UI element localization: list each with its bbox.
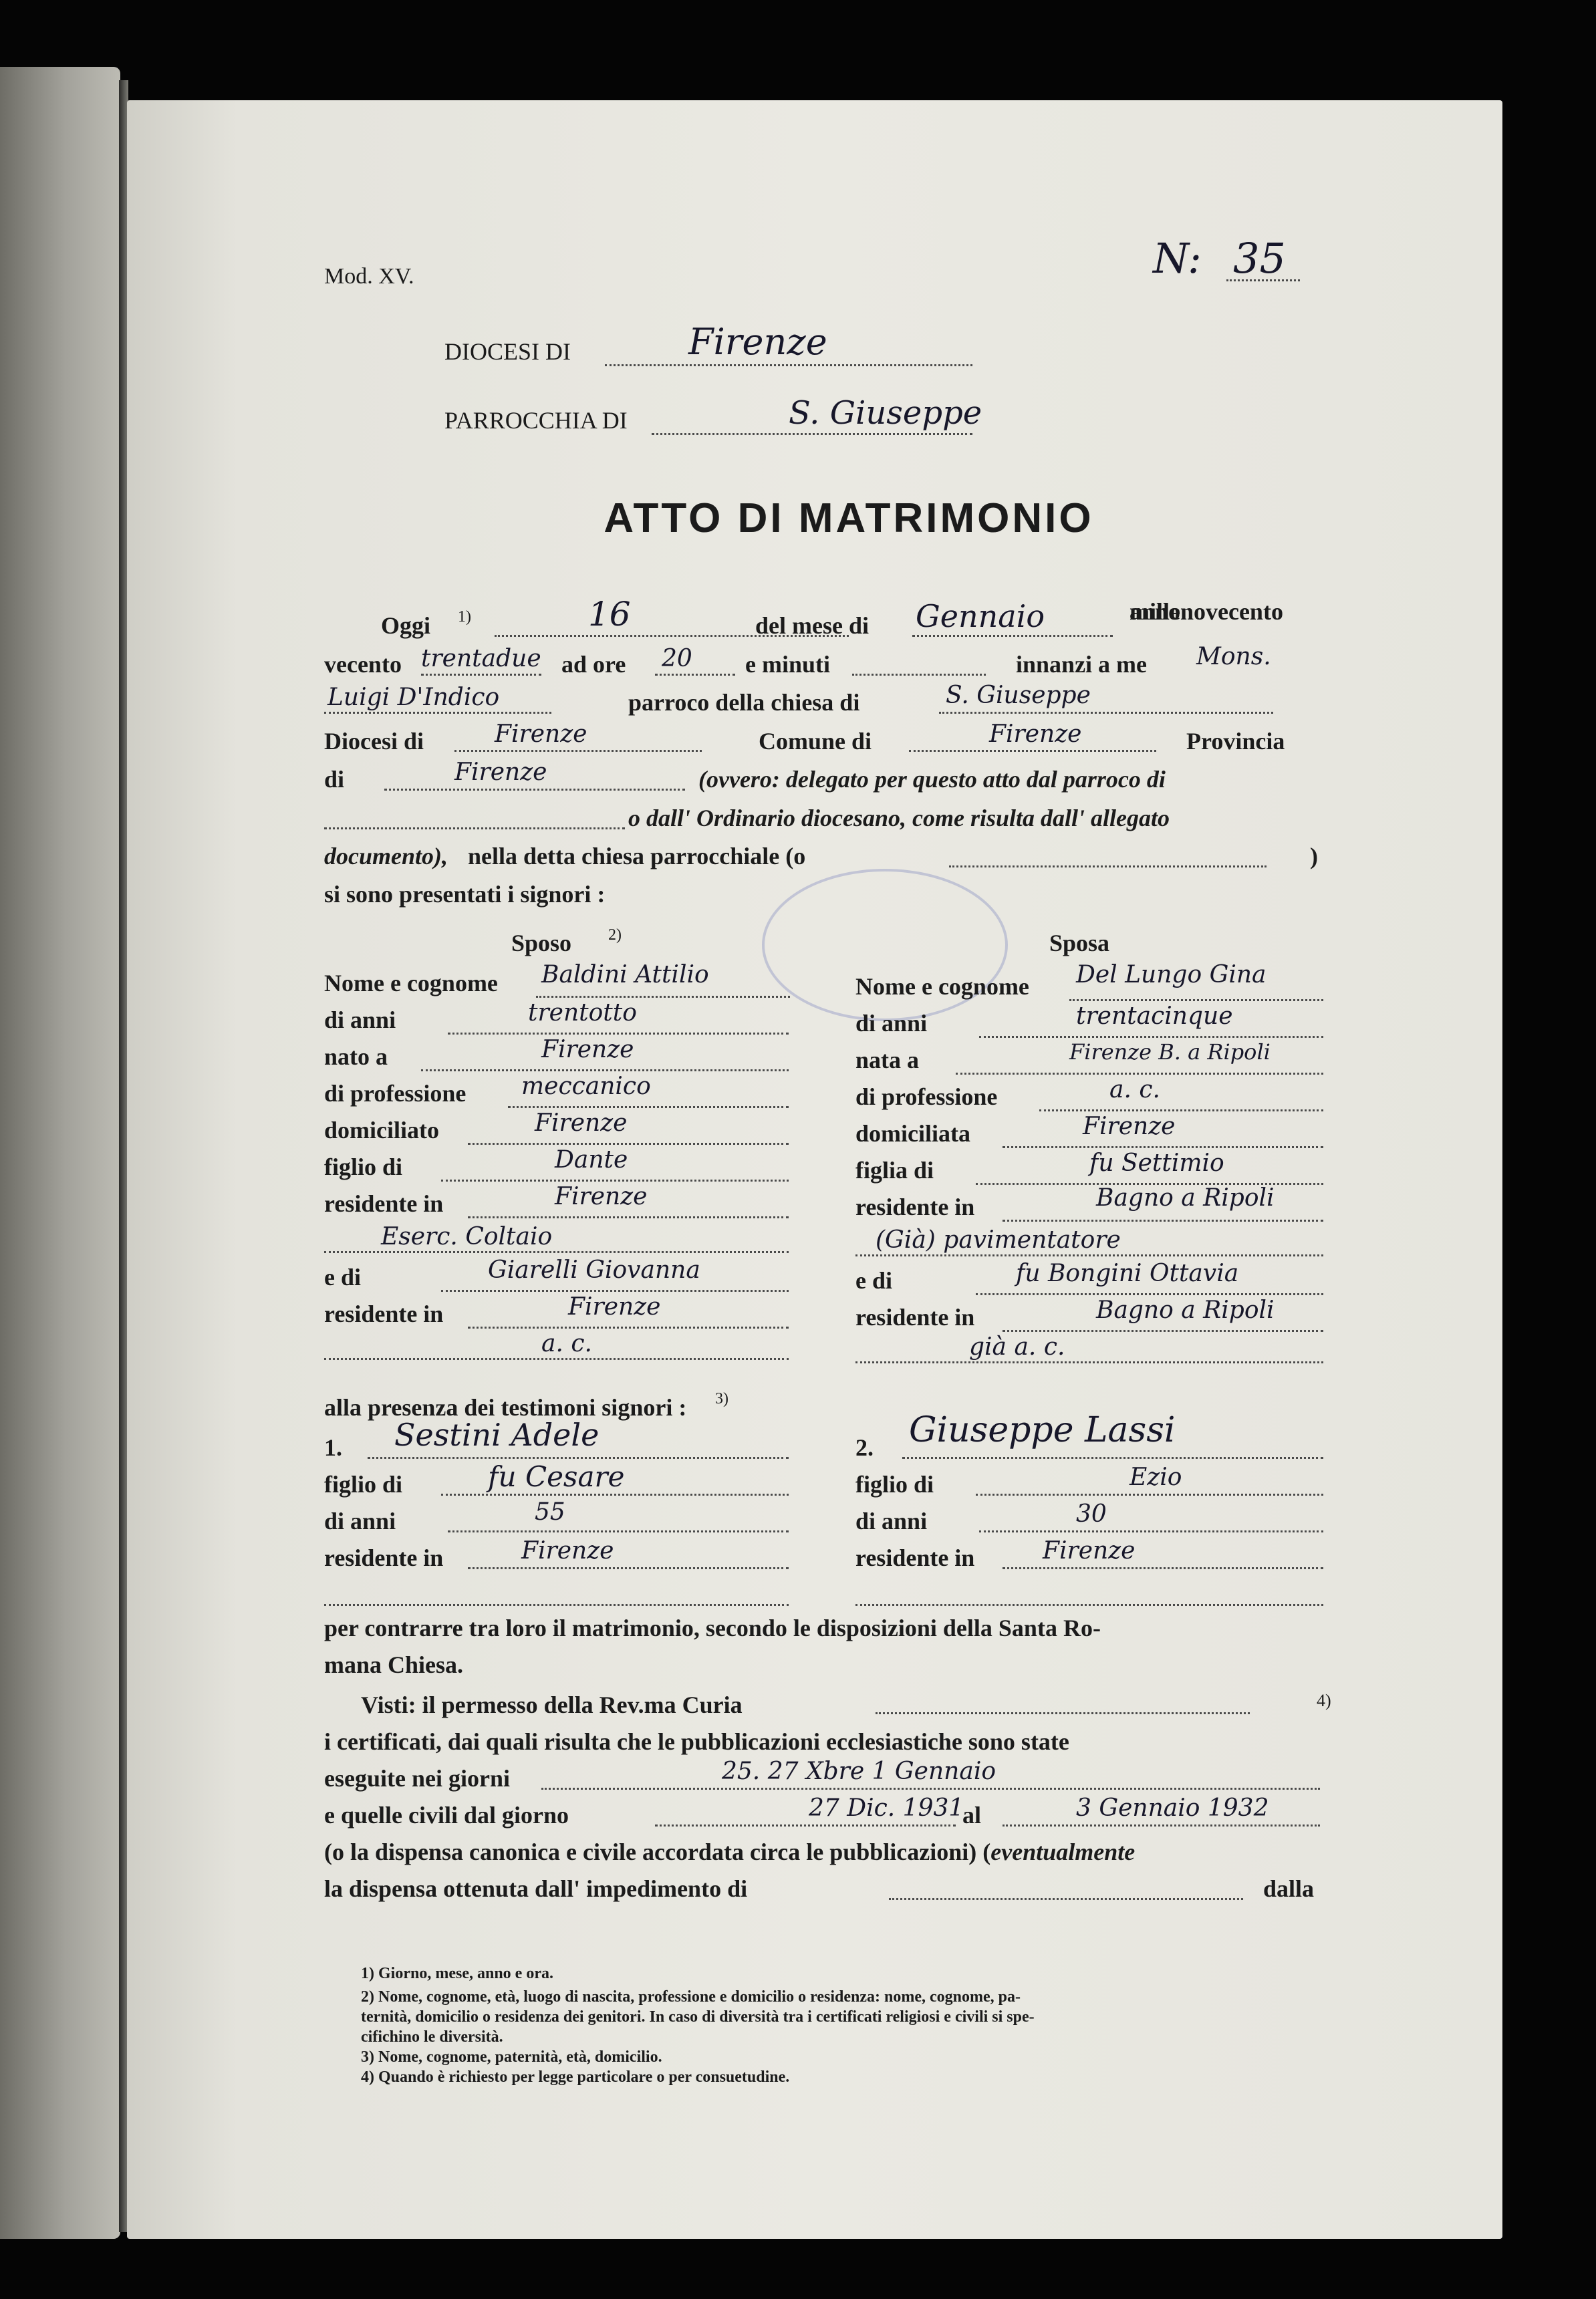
sposo-nato: Firenze xyxy=(541,1036,634,1063)
sposa-res2-label: residente in xyxy=(855,1304,975,1331)
provincia-value: Firenze xyxy=(454,759,547,786)
provincia-line xyxy=(384,789,685,791)
month-value: Gennaio xyxy=(916,598,1045,634)
church-value: S. Giuseppe xyxy=(946,682,1091,709)
documento-label: documento), xyxy=(324,843,448,869)
sposa-res-extra-line xyxy=(855,1254,1323,1256)
chiesa-line xyxy=(949,865,1267,867)
paren-close: ) xyxy=(1310,843,1318,869)
w2-res-label: residente in xyxy=(855,1544,975,1571)
sposa-nata-line xyxy=(956,1073,1323,1075)
sposo-nome: Baldini Attilio xyxy=(541,961,709,988)
month-line xyxy=(912,635,1113,637)
diocesi-label: DIOCESI DI xyxy=(444,338,571,365)
sposa-heading: Sposa xyxy=(1049,930,1110,956)
w2-extra-line xyxy=(855,1604,1323,1606)
di-label: di xyxy=(324,766,345,793)
ovvero-label: (ovvero: delegato per questo atto dal parroco di xyxy=(698,766,1166,793)
sposa-anni-line xyxy=(979,1036,1323,1038)
e-minuti-label: e minuti xyxy=(745,651,831,678)
provincia-label: Provincia xyxy=(1186,728,1285,755)
dispensa-line xyxy=(324,1838,1135,1866)
civili-to-line xyxy=(1003,1824,1320,1827)
w2-res-line xyxy=(1003,1567,1323,1569)
footnote-2b: ternità, domicilio o residenza dei genitori. In caso di diversità tra i certificati religiosi e civili si spe- xyxy=(361,2008,1035,2026)
certificati-line: i certificati, dai quali risulta che le pubblicazioni ecclesiastiche sono state xyxy=(324,1728,1069,1755)
sposa-dom-line xyxy=(1003,1146,1323,1148)
page-title: ATTO DI MATRIMONIO xyxy=(604,495,1094,541)
sposa-res-line xyxy=(1003,1220,1323,1222)
number-line xyxy=(1226,279,1300,281)
eseguite-line xyxy=(541,1788,1320,1790)
minutes-line xyxy=(852,674,986,676)
officiant-line xyxy=(324,712,551,714)
dispensa-eventualmente: eventualmente xyxy=(990,1839,1136,1865)
parrocchia-label: PARROCCHIA DI xyxy=(444,407,628,434)
w2-name-line xyxy=(902,1457,1323,1459)
number-value: 35 xyxy=(1233,234,1286,283)
footnote-3: 3) Nome, cognome, paternità, età, domicilio. xyxy=(361,2048,662,2066)
footnote-2a: 2) Nome, cognome, età, luogo di nascita, professione e domicilio o residenza: nome, cognome, pa- xyxy=(361,1988,1021,2006)
sposo-edi-label: e di xyxy=(324,1264,362,1291)
ottenuta-line xyxy=(889,1898,1243,1900)
anno-text: anno millenovecento xyxy=(1129,598,1283,625)
sposo-res2-extra-line xyxy=(324,1358,789,1360)
number-label: N: xyxy=(1153,234,1202,283)
sposo-res2-label: residente in xyxy=(324,1301,444,1327)
sposa-anni-label: di anni xyxy=(855,1010,928,1037)
church-line xyxy=(939,712,1273,714)
w2-anni: 30 xyxy=(1076,1500,1107,1528)
diocesi-intro-line xyxy=(454,750,702,752)
officiant-value-2: Luigi D'Indico xyxy=(327,684,500,711)
w1-number: 1. xyxy=(324,1434,342,1461)
w1-anni-line xyxy=(448,1530,789,1532)
hour-value: 20 xyxy=(662,645,692,672)
vecento-label: vecento xyxy=(324,651,402,678)
sposo-res-extra-line xyxy=(324,1251,789,1253)
w2-figlio-label: figlio di xyxy=(855,1471,934,1498)
year-value: trentadue xyxy=(421,645,541,672)
sposa-nome: Del Lungo Gina xyxy=(1076,961,1267,988)
w2-name: Giuseppe Lassi xyxy=(909,1410,1176,1450)
civili-from: 27 Dic. 1931 xyxy=(809,1794,964,1822)
sposo-res2-extra: a. c. xyxy=(541,1330,592,1357)
footnote-4: 4) Quando è richiesto per legge particolare o per consuetudine. xyxy=(361,2068,790,2086)
sposa-res2-line xyxy=(1003,1330,1323,1332)
footnote-1: 1) Giorno, mese, anno e ora. xyxy=(361,1965,553,1982)
parrocchia-value: S. Giuseppe xyxy=(789,394,982,432)
sposo-nato-line xyxy=(421,1069,789,1071)
w1-figlio: fu Cesare xyxy=(488,1460,625,1493)
sposo-figlio-line xyxy=(441,1180,789,1182)
parroco-label: parroco della chiesa di xyxy=(628,689,860,716)
diocesi-intro-value: Firenze xyxy=(495,720,587,748)
w2-anni-label: di anni xyxy=(855,1508,928,1534)
sposo-prof-label: di professione xyxy=(324,1080,467,1107)
dispensa-text: (o la dispensa canonica e civile accordata circa le pubblicazioni) ( xyxy=(324,1839,991,1865)
sposo-footnote: 2) xyxy=(608,926,622,944)
sposa-madre: fu Bongini Ottavia xyxy=(1016,1260,1239,1287)
w2-figlio-line xyxy=(976,1494,1323,1496)
sposo-res-extra: Eserc. Coltaio xyxy=(381,1223,553,1250)
eseguite-value: 25. 27 Xbre 1 Gennaio xyxy=(722,1758,996,1785)
sposa-res-label: residente in xyxy=(855,1194,975,1220)
sposo-anni-label: di anni xyxy=(324,1006,396,1033)
sposo-res2: Firenze xyxy=(568,1293,661,1321)
w1-extra-line xyxy=(324,1604,789,1606)
sposa-res2-extra-line xyxy=(855,1361,1323,1363)
w1-name-line xyxy=(368,1457,789,1459)
civili-from-line xyxy=(655,1824,956,1827)
hour-line xyxy=(655,674,735,676)
sposo-prof-line xyxy=(508,1106,789,1108)
parrocchia-line xyxy=(652,433,972,435)
w2-number: 2. xyxy=(855,1434,874,1461)
sposo-res: Firenze xyxy=(555,1183,648,1210)
sposo-dom-label: domiciliato xyxy=(324,1117,439,1143)
del-mese-label: del mese di xyxy=(755,612,869,639)
sposa-res2: Bagno a Ripoli xyxy=(1096,1297,1275,1324)
nella-label: nella detta chiesa parrocchiale (o xyxy=(468,843,806,869)
dalla-label: dalla xyxy=(1263,1875,1315,1902)
sposa-madre-line xyxy=(976,1293,1323,1295)
sposo-nato-label: nato a xyxy=(324,1043,388,1070)
w2-res: Firenze xyxy=(1043,1537,1136,1565)
closing-line-1: per contrarre tra loro il matrimonio, secondo le disposizioni della Santa Ro- xyxy=(324,1615,1101,1641)
sposo-prof: meccanico xyxy=(521,1073,651,1100)
officiant-value-1: Mons. xyxy=(1196,643,1271,670)
w1-anni: 55 xyxy=(535,1498,565,1526)
sposa-figlia-label: figlia di xyxy=(855,1157,934,1184)
innanzi-label: innanzi a me xyxy=(1016,651,1148,678)
sposo-res-line xyxy=(468,1216,789,1218)
sposa-edi-label: e di xyxy=(855,1267,893,1294)
day-value: 16 xyxy=(588,595,631,634)
sposo-heading: Sposo xyxy=(511,930,572,956)
footnote-2c: cifichino le diversità. xyxy=(361,2028,503,2046)
sposa-figlia: fu Settimio xyxy=(1089,1150,1224,1177)
sposo-res-label: residente in xyxy=(324,1190,444,1217)
ordinario-label: o dall' Ordinario diocesano, come risulta dall' allegato xyxy=(628,805,1170,831)
ottenuta-label: la dispensa ottenuta dall' impedimento di xyxy=(324,1875,748,1902)
sposo-res2-line xyxy=(468,1327,789,1329)
sposa-nata: Firenze B. a Ripoli xyxy=(1069,1039,1271,1065)
sposa-prof-line xyxy=(1039,1109,1323,1111)
sposa-prof-label: di professione xyxy=(855,1083,998,1110)
diocesi-di-label: Diocesi di xyxy=(324,728,424,755)
w1-anni-label: di anni xyxy=(324,1508,396,1534)
comune-di-label: Comune di xyxy=(759,728,872,755)
comune-value: Firenze xyxy=(989,720,1082,748)
sposo-nome-label: Nome e cognome xyxy=(324,970,498,996)
sposo-anni-line xyxy=(448,1033,789,1035)
diocesi-value: Firenze xyxy=(688,321,827,363)
left-page-edge xyxy=(0,67,120,2239)
diocesi-line xyxy=(605,364,972,366)
sposo-figlio-label: figlio di xyxy=(324,1154,403,1180)
mod-label: Mod. XV. xyxy=(324,264,414,289)
sposo-figlio: Dante xyxy=(555,1146,628,1174)
w1-res-label: residente in xyxy=(324,1544,444,1571)
sposa-nome-label: Nome e cognome xyxy=(855,973,1029,1000)
delegato-line xyxy=(324,827,625,829)
comune-line xyxy=(909,750,1156,752)
visti-footnote: 4) xyxy=(1317,1691,1331,1710)
year-line xyxy=(421,674,541,676)
sposa-res: Bagno a Ripoli xyxy=(1096,1184,1275,1212)
w1-figlio-line xyxy=(441,1494,789,1496)
ad-ore-label: ad ore xyxy=(561,651,626,678)
w1-name: Sestini Adele xyxy=(394,1417,600,1453)
eseguite-label: eseguite nei giorni xyxy=(324,1765,510,1792)
sposa-nata-label: nata a xyxy=(855,1047,920,1073)
closing-line-2: mana Chiesa. xyxy=(324,1651,464,1678)
oggi-label: Oggi xyxy=(381,612,431,639)
sposo-madre-line xyxy=(441,1290,789,1292)
sposo-nome-line xyxy=(536,996,790,998)
witnesses-footnote: 3) xyxy=(715,1390,728,1407)
sposa-dom: Firenze xyxy=(1083,1113,1176,1140)
visti-line xyxy=(876,1712,1250,1714)
visti-label: Visti: il permesso della Rev.ma Curia xyxy=(361,1692,743,1718)
witnesses-intro: alla presenza dei testimoni signori : xyxy=(324,1394,687,1421)
w1-res: Firenze xyxy=(521,1537,614,1565)
sposo-dom: Firenze xyxy=(535,1109,628,1137)
sposo-anni: trentotto xyxy=(528,999,637,1027)
w1-figlio-label: figlio di xyxy=(324,1471,403,1498)
sposa-res2-extra: già a. c. xyxy=(969,1333,1065,1361)
civili-label: e quelle civili dal giorno xyxy=(324,1802,569,1829)
presentati-label: si sono presentati i signori : xyxy=(324,881,606,908)
sposa-anni: trentacinque xyxy=(1076,1002,1233,1030)
civili-to: 3 Gennaio 1932 xyxy=(1076,1794,1269,1822)
al-label: al xyxy=(962,1802,982,1829)
sposa-res-extra: (Già) pavimentatore xyxy=(876,1226,1121,1254)
sposo-madre: Giarelli Giovanna xyxy=(488,1256,700,1284)
w2-anni-line xyxy=(979,1530,1323,1532)
sposo-dom-line xyxy=(468,1143,789,1145)
sposa-nome-line xyxy=(1069,999,1323,1001)
w2-figlio: Ezio xyxy=(1129,1464,1182,1491)
sposa-dom-label: domiciliata xyxy=(855,1120,970,1147)
sposa-prof: a. c. xyxy=(1109,1076,1160,1103)
document-page xyxy=(127,100,1502,2239)
w1-res-line xyxy=(468,1567,789,1569)
oggi-footnote: 1) xyxy=(458,608,471,626)
